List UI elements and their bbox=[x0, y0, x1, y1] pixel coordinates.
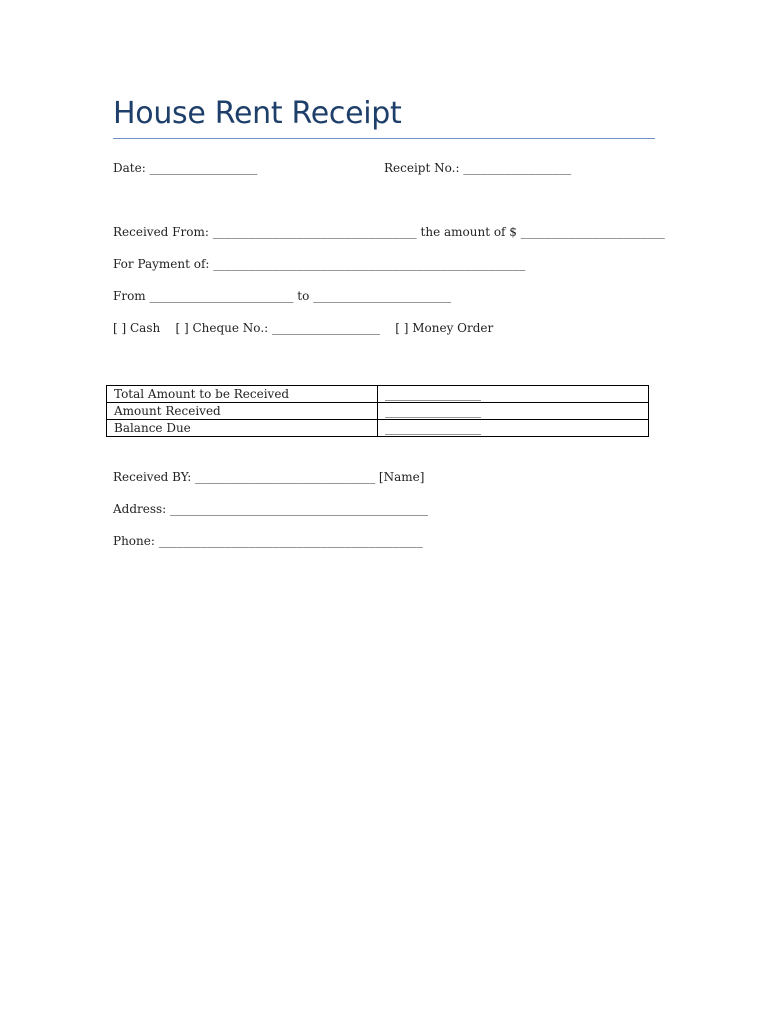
table-row bbox=[107, 386, 649, 403]
table-row bbox=[107, 403, 649, 420]
received-by-line: Received BY: ______________________________ [Name] bbox=[113, 470, 425, 484]
total-amount-value: ________________ bbox=[378, 386, 649, 403]
amounts-table bbox=[106, 385, 649, 437]
balance-due-label: Balance Due bbox=[107, 420, 378, 437]
address-line: Address: ___________________________________________ bbox=[113, 502, 429, 516]
balance-due-value: ________________ bbox=[378, 420, 649, 437]
received-from-line: Received From: __________________________________ the amount of $ ________________________ bbox=[113, 225, 665, 239]
receipt-number-field: Receipt No.: __________________ bbox=[384, 161, 572, 175]
phone-line: Phone: ____________________________________________ bbox=[113, 534, 423, 548]
total-amount-label: Total Amount to be Received bbox=[107, 386, 378, 403]
payment-for-line: For Payment of: ____________________________________________________ bbox=[113, 257, 526, 271]
rent-period-line: From ________________________ to _______________________ bbox=[113, 289, 452, 303]
payment-method-line: [ ] Cash [ ] Cheque No.: __________________ [ ] Money Order bbox=[113, 321, 494, 335]
table-row bbox=[107, 420, 649, 437]
date-field: Date: __________________ bbox=[113, 161, 258, 175]
document-title: House Rent Receipt bbox=[113, 96, 402, 131]
title-underline bbox=[113, 138, 655, 139]
amount-received-value: ________________ bbox=[378, 403, 649, 420]
amount-received-label: Amount Received bbox=[107, 403, 378, 420]
